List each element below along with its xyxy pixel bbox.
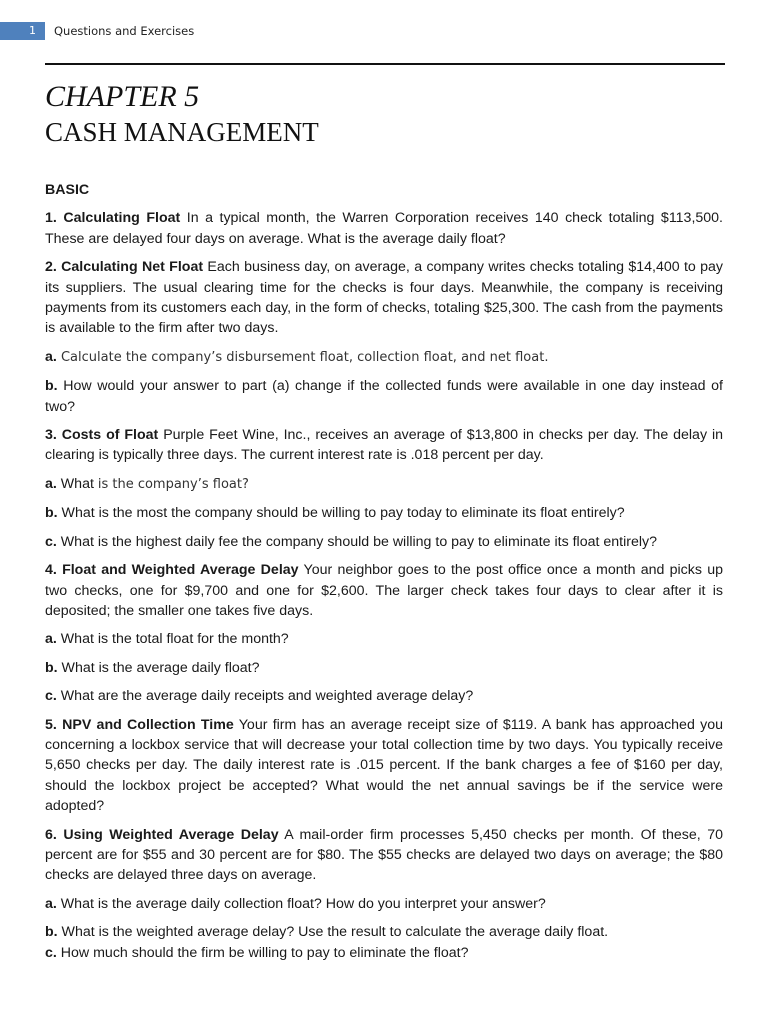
question-6a-text: What is the average daily collection float? How do you interpret your answer? <box>56 895 546 912</box>
question-5-heading: 5. NPV and Collection Time <box>45 716 234 733</box>
question-6b-text: What is the weighted average delay? Use the result to calculate the average daily float. <box>57 924 609 941</box>
question-4b-label: b. <box>45 659 58 676</box>
question-2b-text: How would your answer to part (a) change if the collected funds were available in one day instead of two? <box>45 378 723 415</box>
question-2 <box>45 257 723 339</box>
question-2-heading: 2. Calculating Net Float <box>45 259 204 276</box>
question-4-heading: 4. Float and Weighted Average Delay <box>45 562 299 579</box>
question-4c-text: What are the average daily receipts and weighted average delay? <box>56 688 474 705</box>
question-3 <box>45 425 723 466</box>
question-2a-text: Calculate the company’s disbursement float, collection float, and net float. <box>56 349 549 365</box>
question-5-text: Your firm has an average receipt size of $119. A bank has approached you concerning a lockbox service that will decrease your total collection time by two days. You typically receive 5,650 checks per day. The daily interest rate is .015 percent. If the bank charges a fee of $160 per day, should the lockbox project be accepted? What would the net annual savings be if the service were adopted? <box>45 716 723 815</box>
question-6b-label: b. <box>45 924 58 941</box>
question-4c-label: c. <box>45 688 57 705</box>
question-6-heading: 6. Using Weighted Average Delay <box>45 826 279 843</box>
question-2b-label: b. <box>45 378 58 395</box>
page-number: 1 <box>0 22 45 40</box>
question-4a-text: What is the total float for the month? <box>56 631 289 648</box>
question-1 <box>45 208 723 249</box>
question-1-heading: 1. Calculating Float <box>45 210 181 227</box>
question-3-heading: 3. Costs of Float <box>45 427 159 444</box>
question-6a-label: a. <box>45 895 57 912</box>
question-6-text: A mail-order firm processes 5,450 checks per month. Of these, 70 percent are for $55 and 30 percent are for $80. The $55 checks are delayed two days on average; the $80 checks are delayed three days on average. <box>45 826 723 884</box>
question-4c <box>45 686 723 706</box>
question-3a-label: a. <box>45 475 57 492</box>
chapter-number: CHAPTER 5 <box>45 80 200 113</box>
question-3a <box>45 474 723 495</box>
document-body <box>45 180 723 971</box>
question-4 <box>45 560 723 621</box>
question-4a-label: a. <box>45 631 57 648</box>
question-3b-text: What is the most the company should be willing to pay today to eliminate its float entirely? <box>57 505 625 522</box>
question-3a-text-start: What <box>56 475 98 492</box>
question-3-text: Purple Feet Wine, Inc., receives an average of $13,800 in checks per day. The delay in clearing is typically three days. The current interest rate is .018 percent per day. <box>45 427 724 464</box>
question-3c-text: What is the highest daily fee the company should be willing to pay to eliminate its float entirely? <box>56 533 657 550</box>
running-header: Questions and Exercises <box>54 24 195 38</box>
question-2a-label: a. <box>45 348 57 365</box>
header-rule <box>45 63 725 65</box>
question-6b <box>45 922 723 942</box>
question-6c <box>45 943 723 963</box>
question-1-text: In a typical month, the Warren Corporation receives 140 check totaling $113,500. These are delayed four days on average. What is the average daily float? <box>45 210 723 247</box>
question-4b-text: What is the average daily float? <box>57 659 260 676</box>
question-6 <box>45 825 723 886</box>
chapter-title: CASH MANAGEMENT <box>45 117 319 147</box>
question-3c <box>45 532 723 552</box>
section-label: BASIC <box>45 182 90 198</box>
question-3a-text-end: is the company’s float? <box>97 476 249 492</box>
question-2b <box>45 376 723 417</box>
question-4-text: Your neighbor goes to the post office once a month and picks up two checks, one for $9,700 and one for $2,600. The larger check takes four days to clear after it is deposited; the smaller one takes five days. <box>45 562 723 619</box>
question-3b-label: b. <box>45 505 58 522</box>
question-6a <box>45 894 723 914</box>
question-2a <box>45 347 723 368</box>
question-4a <box>45 629 723 649</box>
question-3c-label: c. <box>45 533 57 550</box>
question-5 <box>45 715 723 817</box>
question-2-text: Each business day, on average, a company writes checks totaling $14,400 to pay its suppliers. The usual clearing time for the checks is four days. Meanwhile, the company is receiving payments from its customers each day, in the form of checks, totaling $25,300. The cash from the payments is available to the firm after two days. <box>45 259 724 337</box>
question-6c-text: How much should the firm be willing to pay to eliminate the float? <box>56 944 469 961</box>
question-4b <box>45 658 723 678</box>
question-6c-label: c. <box>45 944 57 961</box>
question-3b <box>45 503 723 523</box>
